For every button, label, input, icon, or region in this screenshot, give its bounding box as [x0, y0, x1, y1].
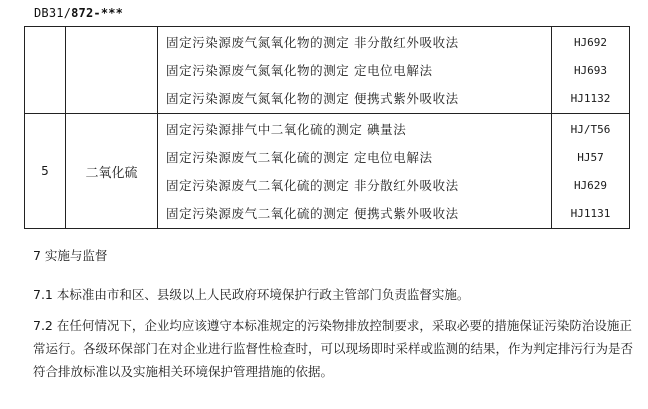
- standard-code: HJ692: [573, 36, 608, 49]
- method-line: 固定污染源废气二氧化硫的测定 便携式紫外吸收法: [166, 206, 459, 221]
- standard-code: HJ629: [573, 179, 608, 192]
- document-code-number: 872-***: [71, 6, 124, 20]
- pollutant-cell: [66, 27, 158, 114]
- standards-table: [24, 26, 630, 229]
- standard-code: HJ/T56: [570, 123, 611, 136]
- paragraph-7-1: 7.1 本标准由市和区、县级以上人民政府环境保护行政主管部门负责监督实施。: [33, 287, 470, 302]
- standard-code: HJ1131: [570, 207, 611, 220]
- method-line: 固定污染源废气氮氧化物的测定 定电位电解法: [166, 63, 433, 78]
- pollutant-cell: 二氧化硫: [66, 114, 158, 229]
- standard-code-cell: [552, 27, 630, 114]
- method-line: 固定污染源排气中二氧化硫的测定 碘量法: [166, 122, 407, 137]
- method-line: 固定污染源废气二氧化硫的测定 非分散红外吸收法: [166, 178, 459, 193]
- row-number-cell: 5: [25, 114, 66, 229]
- standard-code-cell: [552, 114, 630, 229]
- method-line: 固定污染源废气氮氧化物的测定 便携式紫外吸收法: [166, 91, 459, 106]
- standard-code: HJ693: [573, 64, 608, 77]
- row-number-cell: [25, 27, 66, 114]
- table-row: [25, 114, 630, 229]
- table-row: [25, 27, 630, 114]
- paragraph-7-2: 7.2 在任何情况下，企业均应该遵守本标准规定的污染物排放控制要求，采取必要的措施保证污染防治设施正常运行。各级环保部门在对企业进行监督性检查时，可以现场即时采样或监测的结果，作为判定排污行为是否符合排放标准以及实施相关环境保护管理措施的依据。: [33, 318, 634, 379]
- method-line: 固定污染源废气二氧化硫的测定 定电位电解法: [166, 150, 433, 165]
- document-code: [34, 6, 123, 20]
- standard-code: HJ1132: [570, 92, 611, 105]
- method-line: 固定污染源废气氮氧化物的测定 非分散红外吸收法: [166, 35, 459, 50]
- document-code-prefix: DB31/: [34, 6, 72, 20]
- method-cell: [158, 27, 552, 114]
- section-heading: 7 实施与监督: [33, 248, 108, 263]
- method-cell: [158, 114, 552, 229]
- standard-code: HJ57: [577, 151, 604, 164]
